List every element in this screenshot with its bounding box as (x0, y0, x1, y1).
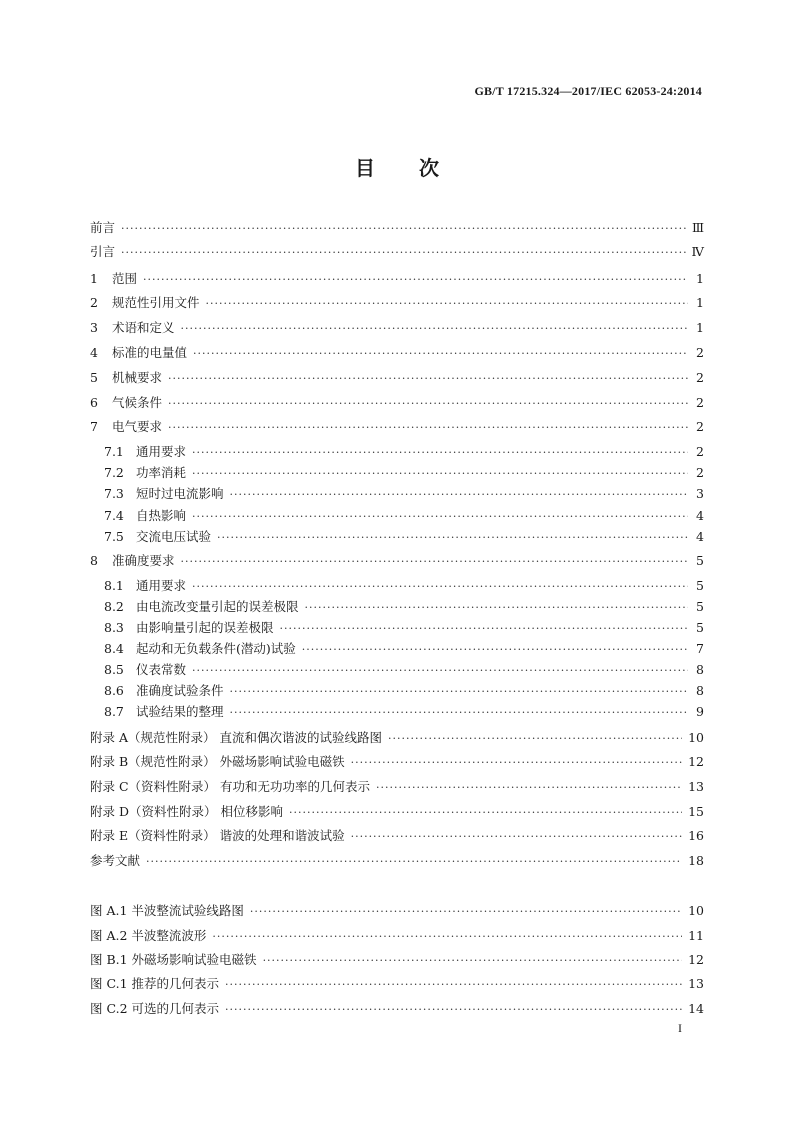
toc-entry-title: 试验结果的整理 (136, 704, 224, 719)
toc-entry-page: Ⅳ (691, 244, 704, 259)
dot-leader (263, 952, 683, 970)
toc-entry[interactable] (104, 485, 704, 503)
toc-entry-page: 8 (696, 683, 704, 698)
figure-page-number: 10 (688, 903, 704, 918)
toc-entry-title: 仪表常数 (136, 662, 187, 677)
toc-entry[interactable] (90, 803, 704, 821)
dot-leader (230, 683, 688, 701)
toc-entry-page: 2 (696, 419, 704, 434)
toc-entry-page: 2 (696, 444, 704, 459)
dot-leader (143, 271, 688, 289)
toc-entry[interactable] (104, 443, 704, 461)
figure-title: 图 A.2 半波整流波形 (90, 928, 207, 943)
dot-leader (351, 754, 682, 772)
toc-entry-title: 前言 (90, 220, 116, 235)
toc-entry-title: 准确度要求 (112, 553, 175, 568)
toc-entry-number: 5 (90, 370, 98, 385)
toc-entry-page: 13 (688, 779, 704, 794)
toc-entry-title: 交流电压试验 (136, 529, 212, 544)
toc-entry-page: 4 (696, 508, 704, 523)
toc-entry-title: 通用要求 (136, 578, 187, 593)
figure-list-item[interactable] (90, 951, 704, 969)
toc-entry-page: 16 (688, 828, 704, 843)
toc-entry[interactable] (90, 552, 704, 570)
toc-entry[interactable] (90, 852, 704, 870)
toc-entry-title: 附录 C（资料性附录） 有功和无功功率的几何表示 (90, 779, 371, 794)
toc-entry-title: 引言 (90, 244, 116, 259)
dot-leader (121, 244, 685, 262)
dot-leader (168, 370, 688, 388)
toc-entry[interactable] (90, 319, 704, 337)
toc-entry-title: 附录 B（规范性附录） 外磁场影响试验电磁铁 (90, 754, 345, 769)
toc-entry[interactable] (90, 243, 704, 261)
toc-entry[interactable] (90, 778, 704, 796)
toc-entry-number: 7.2 (104, 465, 124, 480)
figure-page-number: 13 (688, 976, 704, 991)
toc-entry-page: 1 (696, 295, 704, 310)
toc-entry-number: 4 (90, 345, 98, 360)
toc-entry-number: 7 (90, 419, 98, 434)
toc-entry-title: 准确度试验条件 (136, 683, 224, 698)
toc-entry-page: 3 (696, 486, 704, 501)
figure-title: 图 C.1 推荐的几何表示 (90, 976, 219, 991)
dot-leader (121, 220, 686, 238)
toc-entry-page: 18 (688, 853, 704, 868)
toc-entry-number: 1 (90, 271, 98, 286)
toc-entry-title: 附录 E（资料性附录） 谐波的处理和谐波试验 (90, 828, 345, 843)
toc-entry-page: 7 (696, 641, 704, 656)
toc-entry[interactable] (104, 619, 704, 637)
toc-entry-title: 自热影响 (136, 508, 187, 523)
toc-entry-page: 9 (696, 704, 704, 719)
toc-entry-page: 2 (696, 370, 704, 385)
toc-entry[interactable] (104, 640, 704, 658)
toc-entry[interactable] (90, 344, 704, 362)
toc-entry-number: 7.4 (104, 508, 124, 523)
toc-entry[interactable] (90, 369, 704, 387)
toc-entry-page: Ⅲ (691, 220, 704, 235)
toc-entry-number: 6 (90, 395, 98, 410)
figure-page-number: 11 (688, 928, 704, 943)
toc-entry[interactable] (90, 394, 704, 412)
dot-leader (225, 1001, 682, 1019)
dot-leader (230, 704, 688, 722)
dot-leader (193, 345, 688, 363)
toc-entry[interactable] (104, 682, 704, 700)
toc-entry-number: 8.1 (104, 578, 124, 593)
toc-entry-title: 短时过电流影响 (136, 486, 224, 501)
toc-entry[interactable] (104, 577, 704, 595)
toc-entry-number: 8 (90, 553, 98, 568)
figure-list-item[interactable] (90, 902, 704, 920)
toc-entry[interactable] (104, 507, 704, 525)
toc-entry-title: 由影响量引起的误差极限 (136, 620, 274, 635)
dot-leader (168, 419, 688, 437)
toc-entry-number: 8.6 (104, 683, 124, 698)
dot-leader (376, 779, 682, 797)
toc-entry-page: 4 (696, 529, 704, 544)
toc-entry-number: 7.5 (104, 529, 124, 544)
figure-page-number: 14 (688, 1001, 704, 1016)
toc-entry-number: 8.2 (104, 599, 124, 614)
dot-leader (168, 395, 688, 413)
toc-entry-number: 7.1 (104, 444, 124, 459)
toc-entry-title: 电气要求 (112, 419, 163, 434)
toc-entry-number: 3 (90, 320, 98, 335)
dot-leader (289, 804, 682, 822)
toc-entry-title: 机械要求 (112, 370, 163, 385)
toc-entry-number: 2 (90, 295, 98, 310)
toc-entry-page: 5 (696, 599, 704, 614)
toc-entry-number: 8.7 (104, 704, 124, 719)
dot-leader (305, 599, 688, 617)
toc-entry-title: 附录 D（资料性附录） 相位移影响 (90, 804, 283, 819)
figure-title: 图 A.1 半波整流试验线路图 (90, 903, 244, 918)
toc-entry[interactable] (104, 598, 704, 616)
dot-leader (181, 553, 688, 571)
dot-leader (388, 730, 682, 748)
dot-leader (217, 529, 688, 547)
toc-entry-page: 5 (696, 553, 704, 568)
figure-page-number: 12 (688, 952, 704, 967)
toc-entry-title: 参考文献 (90, 853, 141, 868)
figure-list-item[interactable] (90, 927, 704, 945)
toc-entry-page: 2 (696, 395, 704, 410)
dot-leader (146, 853, 682, 871)
toc-entry[interactable] (90, 729, 704, 747)
dot-leader (192, 465, 688, 483)
toc-entry-title: 范围 (112, 271, 138, 286)
standard-code-header: GB/T 17215.324—2017/IEC 62053-24:2014 (474, 84, 702, 98)
toc-entry[interactable] (90, 219, 704, 237)
toc-entry[interactable] (90, 270, 704, 288)
toc-entry[interactable] (90, 418, 704, 436)
toc-entry-title: 术语和定义 (112, 320, 175, 335)
toc-entry-page: 5 (696, 578, 704, 593)
toc-entry[interactable] (90, 294, 704, 312)
toc-entry-title: 规范性引用文件 (112, 295, 200, 310)
toc-entry[interactable] (104, 703, 704, 721)
toc-entry-number: 8.3 (104, 620, 124, 635)
toc-entry-page: 15 (688, 804, 704, 819)
toc-entry-number: 7.3 (104, 486, 124, 501)
figure-list-item[interactable] (90, 1000, 704, 1018)
toc-entry-number: 8.5 (104, 662, 124, 677)
toc-entry-page: 2 (696, 345, 704, 360)
dot-leader (206, 295, 688, 313)
dot-leader (230, 486, 688, 504)
toc-entry-page: 5 (696, 620, 704, 635)
toc-entry-title: 附录 A（规范性附录） 直流和偶次谐波的试验线路图 (90, 730, 382, 745)
dot-leader (351, 828, 683, 846)
toc-entry-page: 1 (696, 320, 704, 335)
dot-leader (302, 641, 688, 659)
toc-entry-title: 通用要求 (136, 444, 187, 459)
toc-entry-page: 8 (696, 662, 704, 677)
toc-entry-page: 12 (688, 754, 704, 769)
dot-leader (192, 444, 688, 462)
dot-leader (192, 662, 688, 680)
toc-entry-page: 10 (688, 730, 704, 745)
dot-leader (192, 578, 688, 596)
dot-leader (192, 508, 688, 526)
dot-leader (181, 320, 688, 338)
dot-leader (280, 620, 688, 638)
figure-list-item[interactable] (90, 975, 704, 993)
page-title: 目次 (355, 156, 483, 180)
dot-leader (212, 928, 682, 946)
toc-entry-title: 由电流改变量引起的误差极限 (136, 599, 299, 614)
toc-entry[interactable] (104, 528, 704, 546)
toc-entry[interactable] (104, 661, 704, 679)
toc-entry-title: 起动和无负载条件(潜动)试验 (136, 641, 296, 656)
dot-leader (225, 976, 682, 994)
toc-entry[interactable] (90, 827, 704, 845)
toc-entry-page: 1 (696, 271, 704, 286)
toc-entry-title: 气候条件 (112, 395, 163, 410)
page-number: I (678, 1021, 682, 1035)
figure-title: 图 B.1 外磁场影响试验电磁铁 (90, 952, 257, 967)
toc-entry-title: 功率消耗 (136, 465, 187, 480)
toc-entry[interactable] (104, 464, 704, 482)
toc-entry-number: 8.4 (104, 641, 124, 656)
dot-leader (250, 903, 682, 921)
toc-entry[interactable] (90, 753, 704, 771)
toc-entry-page: 2 (696, 465, 704, 480)
figure-title: 图 C.2 可选的几何表示 (90, 1001, 219, 1016)
toc-entry-title: 标准的电量值 (112, 345, 188, 360)
